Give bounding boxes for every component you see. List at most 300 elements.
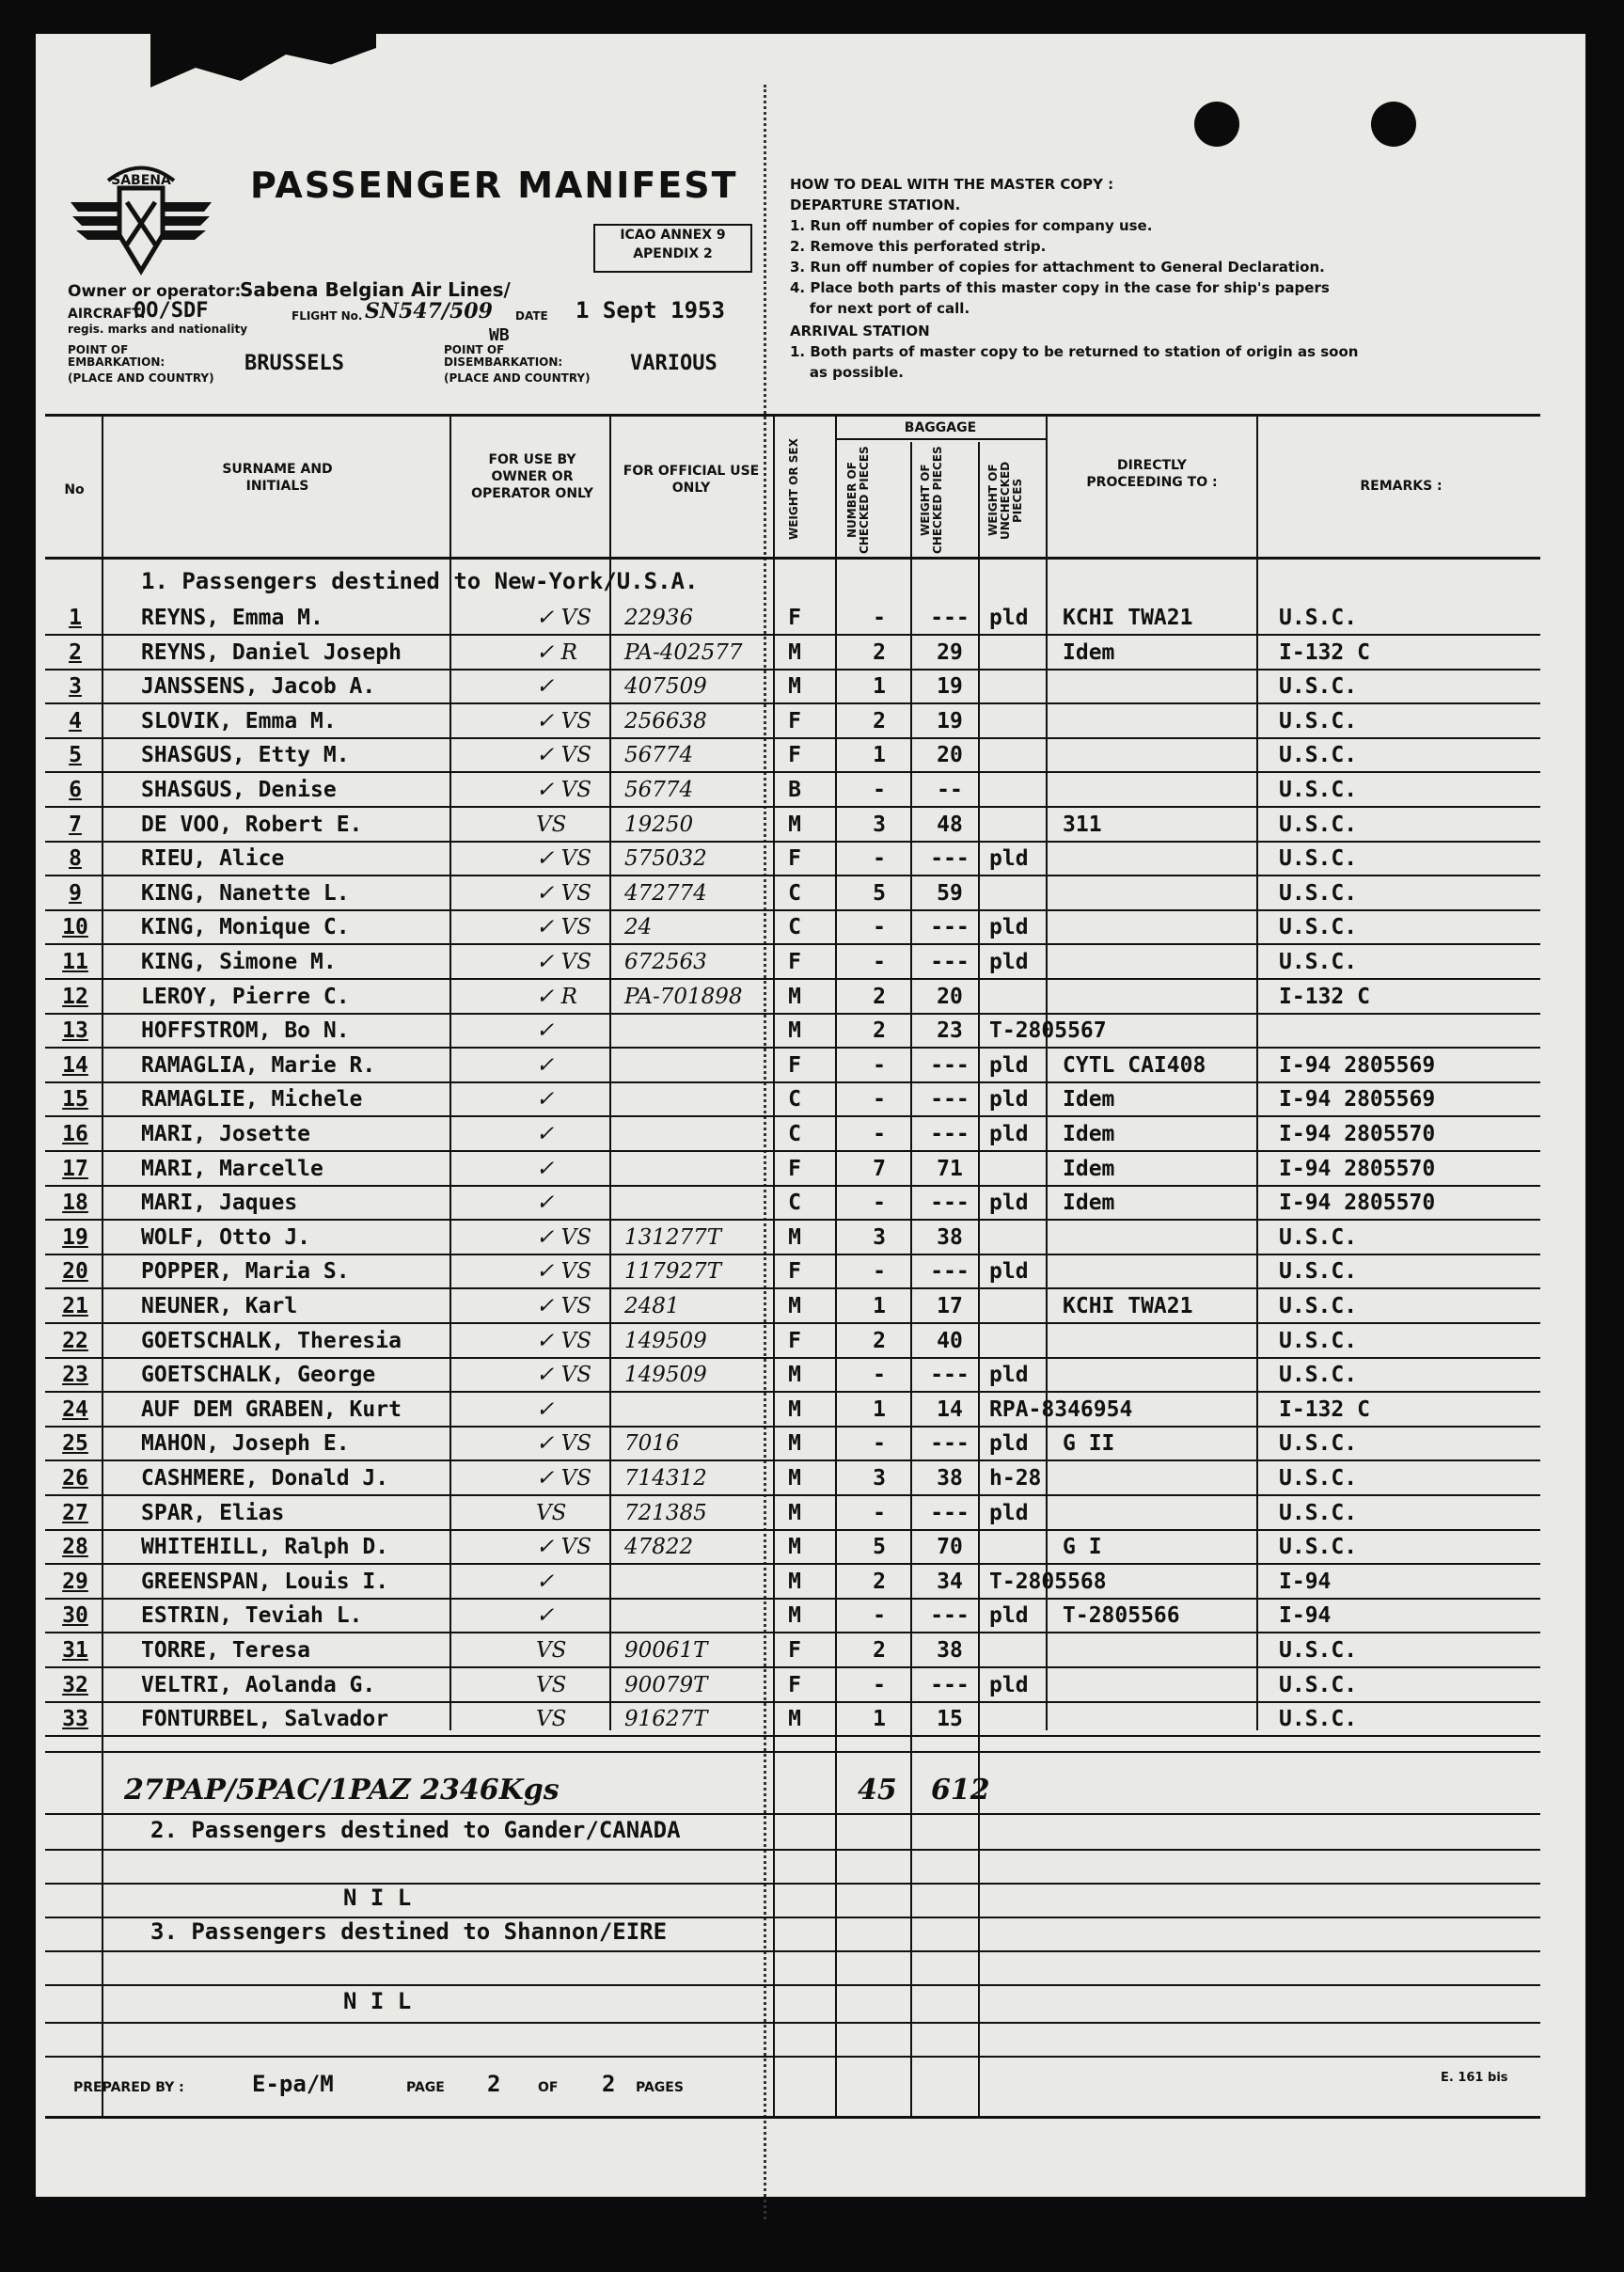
official-number: 22936 xyxy=(624,606,694,630)
table-row xyxy=(0,1703,1624,1737)
instruction-line: DEPARTURE STATION. xyxy=(790,197,961,213)
unchecked-weight: T-2805568 xyxy=(989,1569,1107,1594)
checked-pieces: - xyxy=(873,1500,886,1525)
checked-weight: 23 xyxy=(937,1018,963,1044)
checked-pieces: - xyxy=(873,606,886,630)
col-no: No xyxy=(64,482,85,497)
owner-mark: ✓ VS xyxy=(536,950,591,974)
passenger-name: ESTRIN, Teviah L. xyxy=(141,1603,363,1629)
checked-pieces: - xyxy=(873,1672,886,1697)
checked-pieces: 2 xyxy=(873,639,886,665)
passenger-name: HOFFSTROM, Bo N. xyxy=(141,1018,350,1044)
remarks: I-132 C xyxy=(1279,639,1370,665)
passenger-name: DE VOO, Robert E. xyxy=(141,812,363,837)
checked-weight: 71 xyxy=(937,1156,963,1181)
flight-label: FLIGHT No. xyxy=(292,309,363,323)
row-rule xyxy=(45,1735,1540,1737)
owner-mark: VS xyxy=(536,1500,567,1525)
svg-text:SABENA: SABENA xyxy=(111,173,171,188)
unchecked-weight: pld xyxy=(989,1603,1029,1629)
passenger-name: MARI, Jaques xyxy=(141,1191,298,1216)
remarks: U.S.C. xyxy=(1279,708,1358,734)
weight-or-sex: M xyxy=(788,1018,801,1044)
instruction-line: for next port of call. xyxy=(790,300,970,317)
row-number: 2 xyxy=(69,639,82,665)
checked-pieces: - xyxy=(873,1087,886,1112)
row-number: 10 xyxy=(62,915,88,940)
weight-or-sex: M xyxy=(788,1535,801,1560)
row-number: 17 xyxy=(62,1156,88,1181)
passenger-name: GOETSCHALK, George xyxy=(141,1363,376,1388)
section-3-heading: 3. Passengers destined to Shannon/EIRE xyxy=(150,1918,668,1945)
disembark-label: POINT OF DISEMBARKATION: xyxy=(444,343,563,369)
owner-mark: ✓ xyxy=(536,1191,555,1216)
remarks: U.S.C. xyxy=(1279,606,1358,630)
proceeding-to: KCHI TWA21 xyxy=(1063,1294,1193,1318)
unchecked-weight: pld xyxy=(989,606,1029,630)
unchecked-weight: T-2805567 xyxy=(989,1018,1107,1044)
passenger-name: NEUNER, Karl xyxy=(141,1294,298,1318)
remarks: I-94 xyxy=(1279,1603,1332,1629)
unchecked-weight: pld xyxy=(989,846,1029,872)
checked-pieces: 2 xyxy=(873,1018,886,1044)
proceeding-to: Idem xyxy=(1063,1087,1115,1112)
row-number: 27 xyxy=(62,1500,88,1525)
checked-pieces: 1 xyxy=(873,1707,886,1732)
col-surname: SURNAME AND INITIALS xyxy=(222,462,333,494)
official-number: 91627T xyxy=(624,1707,708,1732)
official-number: 407509 xyxy=(624,674,707,700)
table-row xyxy=(0,1462,1624,1496)
checked-weight: --- xyxy=(930,606,970,630)
owner-mark: ✓ VS xyxy=(536,743,591,768)
page-title: PASSENGER MANIFEST xyxy=(250,165,738,206)
table-row xyxy=(0,1394,1624,1428)
checked-weight: 20 xyxy=(937,743,963,768)
weight-or-sex: F xyxy=(788,1259,801,1285)
passenger-name: RAMAGLIE, Michele xyxy=(141,1087,363,1112)
passenger-name: JANSSENS, Jacob A. xyxy=(141,674,376,700)
row-number: 31 xyxy=(62,1638,88,1663)
table-rule xyxy=(45,1883,1540,1885)
checked-weight: 15 xyxy=(937,1707,963,1732)
official-number: 56774 xyxy=(624,743,694,768)
table-row xyxy=(0,1049,1624,1083)
remarks: U.S.C. xyxy=(1279,743,1358,768)
passenger-name: KING, Monique C. xyxy=(141,915,350,940)
weight-or-sex: M xyxy=(788,1224,801,1250)
table-row xyxy=(0,637,1624,671)
table-row xyxy=(0,1497,1624,1531)
row-number: 32 xyxy=(62,1672,88,1697)
checked-pieces: 1 xyxy=(873,674,886,700)
passenger-name: POPPER, Maria S. xyxy=(141,1259,350,1285)
table-rule xyxy=(45,1751,1540,1753)
passenger-name: FONTURBEL, Salvador xyxy=(141,1707,389,1732)
remarks: U.S.C. xyxy=(1279,846,1358,872)
instruction-line: ARRIVAL STATION xyxy=(790,323,930,339)
row-number: 20 xyxy=(62,1259,88,1285)
date-label: DATE xyxy=(515,309,548,323)
table-row xyxy=(0,1118,1624,1152)
checked-pieces: - xyxy=(873,778,886,802)
table-row xyxy=(0,1187,1624,1221)
owner-mark: ✓ VS xyxy=(536,1535,591,1560)
remarks: U.S.C. xyxy=(1279,1431,1358,1457)
remarks: I-132 C xyxy=(1279,1396,1370,1422)
owner-mark: VS xyxy=(536,812,567,837)
row-number: 4 xyxy=(69,708,82,734)
owner-mark: ✓ xyxy=(536,1087,555,1112)
checked-pieces: 1 xyxy=(873,1294,886,1318)
remarks: U.S.C. xyxy=(1279,674,1358,700)
owner-mark: ✓ xyxy=(536,1052,555,1078)
row-number: 13 xyxy=(62,1018,88,1044)
official-number: PA-701898 xyxy=(624,984,743,1009)
passenger-name: LEROY, Pierre C. xyxy=(141,984,350,1009)
remarks: I-94 2805569 xyxy=(1279,1087,1436,1112)
remarks: U.S.C. xyxy=(1279,1535,1358,1560)
table-row xyxy=(0,809,1624,843)
weight-or-sex: F xyxy=(788,606,801,630)
official-number: 19250 xyxy=(624,812,694,837)
weight-or-sex: M xyxy=(788,812,801,837)
owner-mark: VS xyxy=(536,1638,567,1663)
table-row xyxy=(0,946,1624,980)
passenger-name: MARI, Marcelle xyxy=(141,1156,323,1181)
weight-or-sex: F xyxy=(788,1052,801,1078)
table-bottom-rule xyxy=(45,2116,1540,2119)
weight-or-sex: M xyxy=(788,984,801,1009)
row-number: 15 xyxy=(62,1087,88,1112)
passenger-name: RAMAGLIA, Marie R. xyxy=(141,1052,376,1078)
owner-mark: ✓ xyxy=(536,1569,555,1594)
owner-mark: ✓ xyxy=(536,1603,555,1629)
instruction-line: 2. Remove this perforated strip. xyxy=(790,238,1047,255)
proceeding-to: Idem xyxy=(1063,1156,1115,1181)
row-number: 28 xyxy=(62,1535,88,1560)
disembark-sub: (PLACE AND COUNTRY) xyxy=(444,371,591,385)
official-number: 56774 xyxy=(624,778,694,802)
instruction-line: as possible. xyxy=(790,364,904,381)
row-number: 26 xyxy=(62,1466,88,1491)
weight-or-sex: M xyxy=(788,1363,801,1388)
table-row xyxy=(0,1531,1624,1565)
passenger-name: SLOVIK, Emma M. xyxy=(141,708,337,734)
col-num-checked: NUMBER OF CHECKED PIECES xyxy=(845,446,871,555)
table-row xyxy=(0,1290,1624,1324)
official-number: 149509 xyxy=(624,1328,707,1353)
unchecked-weight: pld xyxy=(989,1087,1029,1112)
proceeding-to: Idem xyxy=(1063,1191,1115,1216)
checked-weight: 17 xyxy=(937,1294,963,1318)
col-remarks: REMARKS : xyxy=(1360,479,1443,494)
checked-pieces: 2 xyxy=(873,708,886,734)
passenger-name: KING, Nanette L. xyxy=(141,880,350,906)
table-row xyxy=(0,1015,1624,1049)
checked-weight: --- xyxy=(930,1122,970,1146)
row-number: 18 xyxy=(62,1191,88,1216)
remarks: U.S.C. xyxy=(1279,1638,1358,1663)
checked-weight: 59 xyxy=(937,880,963,906)
col-wt-checked: WEIGHT OF CHECKED PIECES xyxy=(919,446,944,555)
weight-or-sex: C xyxy=(788,915,801,940)
weight-or-sex: M xyxy=(788,674,801,700)
owner-mark: ✓ xyxy=(536,1122,555,1146)
checked-weight: 14 xyxy=(937,1396,963,1422)
owner-mark: VS xyxy=(536,1672,567,1697)
unchecked-weight: pld xyxy=(989,1191,1029,1216)
official-number: 714312 xyxy=(624,1466,707,1491)
embark-sub: (PLACE AND COUNTRY) xyxy=(68,371,214,385)
passenger-name: MARI, Josette xyxy=(141,1122,311,1146)
official-number: 721385 xyxy=(624,1500,707,1525)
remarks: I-94 2805570 xyxy=(1279,1156,1436,1181)
section-3-nil: N I L xyxy=(343,1988,412,2014)
owner-mark: ✓ VS xyxy=(536,1431,591,1457)
checked-weight: 19 xyxy=(937,708,963,734)
table-row xyxy=(0,1428,1624,1461)
passenger-name: RIEU, Alice xyxy=(141,846,285,872)
weight-or-sex: M xyxy=(788,1396,801,1422)
weight-or-sex: M xyxy=(788,1707,801,1732)
remarks: U.S.C. xyxy=(1279,1363,1358,1388)
master-copy-instructions xyxy=(790,174,1392,383)
checked-pieces: 3 xyxy=(873,1224,886,1250)
weight-or-sex: C xyxy=(788,1122,801,1146)
checked-pieces: - xyxy=(873,1363,886,1388)
weight-or-sex: F xyxy=(788,950,801,974)
weight-or-sex: F xyxy=(788,743,801,768)
weight-or-sex: C xyxy=(788,1191,801,1216)
table-row xyxy=(0,739,1624,773)
row-number: 14 xyxy=(62,1052,88,1078)
page-label: PAGE xyxy=(406,2080,445,2095)
table-rule xyxy=(45,1950,1540,1952)
checked-pieces: 5 xyxy=(873,1535,886,1560)
owner-mark: ✓ VS xyxy=(536,1328,591,1353)
table-rule xyxy=(45,2022,1540,2024)
owner-mark: ✓ VS xyxy=(536,606,591,630)
remarks: U.S.C. xyxy=(1279,1328,1358,1353)
checked-weight: 34 xyxy=(937,1569,963,1594)
table-row xyxy=(0,1255,1624,1289)
checked-pieces: 3 xyxy=(873,1466,886,1491)
row-number: 29 xyxy=(62,1569,88,1594)
remarks: U.S.C. xyxy=(1279,1500,1358,1525)
passenger-name: REYNS, Emma M. xyxy=(141,606,323,630)
checked-weight: --- xyxy=(930,950,970,974)
table-row xyxy=(0,1566,1624,1600)
row-number: 5 xyxy=(69,743,82,768)
disembark-value: VARIOUS xyxy=(630,352,717,375)
official-number: 131277T xyxy=(624,1224,722,1250)
unchecked-weight: h-28 xyxy=(989,1466,1042,1491)
row-number: 19 xyxy=(62,1224,88,1250)
weight-or-sex: F xyxy=(788,708,801,734)
embark-value: BRUSSELS xyxy=(244,352,344,375)
remarks: U.S.C. xyxy=(1279,1672,1358,1697)
unchecked-weight: pld xyxy=(989,1259,1029,1285)
icao-line1: ICAO ANNEX 9 xyxy=(620,228,726,243)
checked-weight: 38 xyxy=(937,1466,963,1491)
form-code: E. 161 bis xyxy=(1441,2071,1508,2085)
checked-weight: --- xyxy=(930,1259,970,1285)
passenger-name: GOETSCHALK, Theresia xyxy=(141,1328,402,1353)
weight-or-sex: M xyxy=(788,1569,801,1594)
row-number: 7 xyxy=(69,812,82,837)
remarks: I-132 C xyxy=(1279,984,1370,1009)
punch-hole xyxy=(1371,102,1416,147)
owner-mark: ✓ R xyxy=(536,639,577,665)
row-number: 33 xyxy=(62,1707,88,1732)
table-row xyxy=(0,602,1624,636)
table-row xyxy=(0,1634,1624,1668)
aircraft-label: AIRCRAFT: xyxy=(68,307,146,322)
table-row xyxy=(0,877,1624,911)
owner-mark: ✓ VS xyxy=(536,846,591,872)
owner-mark: VS xyxy=(536,1707,567,1732)
table-row xyxy=(0,1669,1624,1703)
checked-weight: --- xyxy=(930,1087,970,1112)
remarks: U.S.C. xyxy=(1279,778,1358,802)
unchecked-weight: RPA-8346954 xyxy=(989,1396,1133,1422)
weight-or-sex: C xyxy=(788,1087,801,1112)
checked-pieces: 1 xyxy=(873,743,886,768)
totals-weight: 612 xyxy=(931,1774,990,1807)
table-header-rule xyxy=(45,557,1540,560)
table-row xyxy=(0,1359,1624,1393)
col-baggage: BAGGAGE xyxy=(904,420,977,435)
owner-mark: ✓ VS xyxy=(536,1466,591,1491)
proceeding-to: T-2805566 xyxy=(1063,1603,1180,1629)
remarks: U.S.C. xyxy=(1279,1259,1358,1285)
passenger-name: CASHMERE, Donald J. xyxy=(141,1466,389,1491)
checked-weight: -- xyxy=(937,778,963,802)
checked-pieces: 1 xyxy=(873,1396,886,1422)
table-rule xyxy=(45,1984,1540,1986)
checked-pieces: 3 xyxy=(873,812,886,837)
instruction-line: 1. Run off number of copies for company use. xyxy=(790,217,1153,234)
owner-mark: ✓ VS xyxy=(536,1224,591,1250)
table-row xyxy=(0,671,1624,704)
pages-label: PAGES xyxy=(636,2080,684,2095)
passenger-name: REYNS, Daniel Joseph xyxy=(141,639,402,665)
owner-mark: ✓ xyxy=(536,1156,555,1181)
checked-weight: --- xyxy=(930,1672,970,1697)
checked-pieces: 2 xyxy=(873,984,886,1009)
checked-weight: 38 xyxy=(937,1638,963,1663)
table-rule xyxy=(45,1813,1540,1815)
passenger-name: AUF DEM GRABEN, Kurt xyxy=(141,1396,402,1422)
proceeding-to: CYTL CAI408 xyxy=(1063,1052,1206,1078)
owner-label: Owner or operator: xyxy=(68,282,242,301)
col-directly: DIRECTLY PROCEEDING TO : xyxy=(1086,458,1218,490)
checked-weight: 40 xyxy=(937,1328,963,1353)
official-number: 256638 xyxy=(624,708,707,734)
checked-weight: --- xyxy=(930,1603,970,1629)
passenger-name: WHITEHILL, Ralph D. xyxy=(141,1535,389,1560)
passenger-name: SHASGUS, Denise xyxy=(141,778,337,802)
row-number: 12 xyxy=(62,984,88,1009)
weight-or-sex: F xyxy=(788,1638,801,1663)
checked-weight: 48 xyxy=(937,812,963,837)
official-number: 575032 xyxy=(624,846,707,872)
checked-weight: --- xyxy=(930,1363,970,1388)
checked-pieces: - xyxy=(873,1603,886,1629)
owner-mark: ✓ xyxy=(536,674,555,700)
official-number: 24 xyxy=(624,915,653,940)
section-2-heading: 2. Passengers destined to Gander/CANADA xyxy=(150,1817,681,1843)
owner-mark: ✓ VS xyxy=(536,1363,591,1388)
weight-or-sex: F xyxy=(788,1156,801,1181)
weight-or-sex: F xyxy=(788,1328,801,1353)
checked-weight: --- xyxy=(930,1052,970,1078)
checked-weight: 29 xyxy=(937,639,963,665)
col-wt-unchecked: WEIGHT OF UNCHECKED PIECES xyxy=(986,461,1024,540)
col-owner: FOR USE BY OWNER OR OPERATOR ONLY xyxy=(471,452,593,501)
row-number: 16 xyxy=(62,1122,88,1146)
weight-or-sex: M xyxy=(788,1603,801,1629)
checked-weight: 20 xyxy=(937,984,963,1009)
date-value: 1 Sept 1953 xyxy=(575,297,725,323)
row-number: 30 xyxy=(62,1603,88,1629)
wb-mark: WB xyxy=(489,325,510,345)
official-number: 117927T xyxy=(624,1259,722,1285)
owner-mark: ✓ xyxy=(536,1396,555,1422)
proceeding-to: G I xyxy=(1063,1535,1102,1560)
remarks: U.S.C. xyxy=(1279,915,1358,940)
owner-mark: ✓ VS xyxy=(536,915,591,940)
unchecked-weight: pld xyxy=(989,1122,1029,1146)
table-row xyxy=(0,1325,1624,1359)
checked-pieces: - xyxy=(873,1259,886,1285)
official-number: 149509 xyxy=(624,1363,707,1388)
checked-weight: --- xyxy=(930,846,970,872)
checked-pieces: 2 xyxy=(873,1328,886,1353)
remarks: U.S.C. xyxy=(1279,1294,1358,1318)
checked-weight: 70 xyxy=(937,1535,963,1560)
checked-weight: 38 xyxy=(937,1224,963,1250)
table-row xyxy=(0,911,1624,945)
remarks: U.S.C. xyxy=(1279,1707,1358,1732)
row-number: 21 xyxy=(62,1294,88,1318)
table-rule xyxy=(45,2056,1540,2058)
regis-label: regis. marks and nationality xyxy=(68,323,248,336)
remarks: I-94 2805570 xyxy=(1279,1191,1436,1216)
owner-mark: ✓ VS xyxy=(536,880,591,906)
owner-mark: ✓ xyxy=(536,1018,555,1044)
weight-or-sex: M xyxy=(788,639,801,665)
official-number: 90061T xyxy=(624,1638,708,1663)
row-number: 22 xyxy=(62,1328,88,1353)
checked-weight: 19 xyxy=(937,674,963,700)
weight-or-sex: C xyxy=(788,880,801,906)
remarks: U.S.C. xyxy=(1279,950,1358,974)
row-number: 9 xyxy=(69,880,82,906)
remarks: I-94 2805569 xyxy=(1279,1052,1436,1078)
checked-pieces: 5 xyxy=(873,880,886,906)
instruction-line: 4. Place both parts of this master copy in the case for ship's papers xyxy=(790,279,1330,296)
table-row xyxy=(0,981,1624,1015)
weight-or-sex: M xyxy=(788,1500,801,1525)
passenger-name: SPAR, Elias xyxy=(141,1500,285,1525)
row-number: 24 xyxy=(62,1396,88,1422)
checked-weight: --- xyxy=(930,1431,970,1457)
unchecked-weight: pld xyxy=(989,1500,1029,1525)
baggage-rule xyxy=(835,438,1046,440)
checked-weight: --- xyxy=(930,915,970,940)
